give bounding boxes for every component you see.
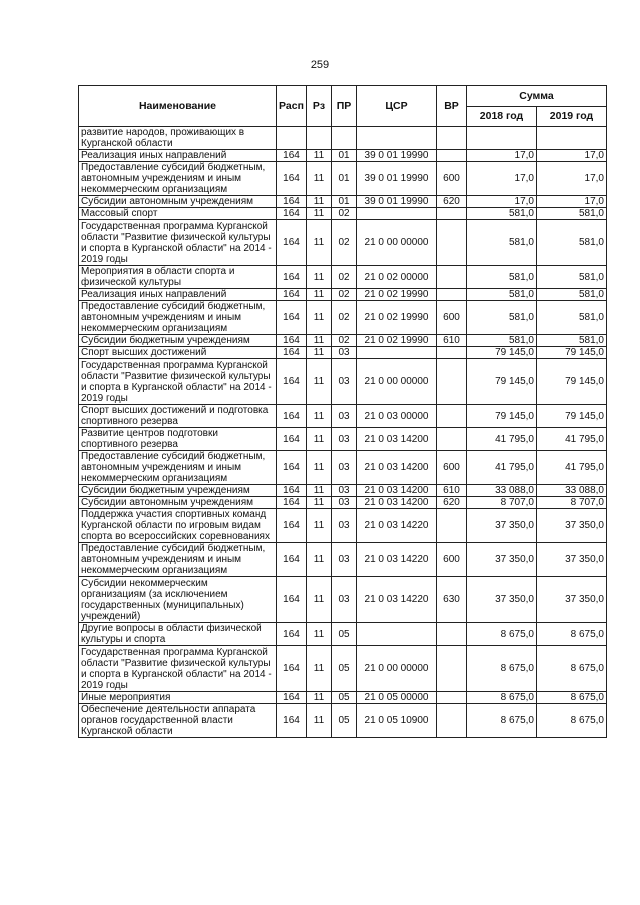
- row-csr: [357, 347, 437, 359]
- table-row: [79, 359, 607, 405]
- row-csr: 21 0 00 00000: [357, 220, 437, 266]
- header-name: Наименование: [79, 86, 277, 127]
- table-row: [79, 623, 607, 646]
- row-name: Предоставление субсидий бюджетным, автономным учреждениям и иным некоммерческим организациям: [79, 301, 277, 335]
- row-vr: [437, 150, 467, 162]
- row-name: Другие вопросы в области физической культуры и спорта: [79, 623, 277, 646]
- row-pr: 03: [332, 451, 357, 485]
- row-pr: 05: [332, 704, 357, 738]
- table-row: [79, 428, 607, 451]
- row-name: Развитие центров подготовки спортивного резерва: [79, 428, 277, 451]
- row-csr: 21 0 03 14220: [357, 543, 437, 577]
- row-name: Поддержка участия спортивных команд Курганской области по игровым видам спорта во всероссийских соревнованиях: [79, 509, 277, 543]
- row-rz: 11: [307, 162, 332, 196]
- table-row: [79, 646, 607, 692]
- row-pr: 05: [332, 692, 357, 704]
- row-rz: 11: [307, 497, 332, 509]
- row-name: Иные мероприятия: [79, 692, 277, 704]
- row-rasp: 164: [277, 509, 307, 543]
- row-rasp: 164: [277, 208, 307, 220]
- row-name: Государственная программа Курганской области "Развитие физической культуры и спорта в Курганской области" на 2014 - 2019 годы: [79, 220, 277, 266]
- table-row: [79, 208, 607, 220]
- row-sum-2018: 17,0: [467, 150, 537, 162]
- row-rasp: 164: [277, 301, 307, 335]
- row-vr: 600: [437, 543, 467, 577]
- row-sum-2018: 79 145,0: [467, 347, 537, 359]
- row-rasp: 164: [277, 577, 307, 623]
- row-pr: 03: [332, 485, 357, 497]
- row-sum-2018: 8 675,0: [467, 623, 537, 646]
- row-rasp: 164: [277, 266, 307, 289]
- table-row: [79, 220, 607, 266]
- table-row: [79, 405, 607, 428]
- row-rasp: 164: [277, 347, 307, 359]
- row-sum-2018: 17,0: [467, 162, 537, 196]
- row-sum-2019: 8 675,0: [537, 623, 607, 646]
- row-vr: [437, 208, 467, 220]
- row-name: Субсидии бюджетным учреждениям: [79, 335, 277, 347]
- row-sum-2018: 581,0: [467, 266, 537, 289]
- row-rz: 11: [307, 543, 332, 577]
- row-sum-2019: 17,0: [537, 150, 607, 162]
- row-pr: 01: [332, 196, 357, 208]
- table-row: [79, 266, 607, 289]
- row-rz: 11: [307, 623, 332, 646]
- row-pr: 03: [332, 577, 357, 623]
- row-sum-2019: 37 350,0: [537, 509, 607, 543]
- row-sum-2018: 41 795,0: [467, 451, 537, 485]
- row-pr: 02: [332, 289, 357, 301]
- row-sum-2018: 33 088,0: [467, 485, 537, 497]
- row-sum-2018: 37 350,0: [467, 509, 537, 543]
- row-sum-2018: 79 145,0: [467, 405, 537, 428]
- page-number: 259: [310, 59, 330, 71]
- row-name: Массовый спорт: [79, 208, 277, 220]
- table-row: [79, 497, 607, 509]
- row-name: Государственная программа Курганской области "Развитие физической культуры и спорта в Курганской области" на 2014 - 2019 годы: [79, 646, 277, 692]
- table-row: [79, 509, 607, 543]
- row-vr: 620: [437, 497, 467, 509]
- row-vr: [437, 509, 467, 543]
- row-rasp: 164: [277, 428, 307, 451]
- row-rasp: 164: [277, 220, 307, 266]
- table-row: [79, 485, 607, 497]
- row-csr: [357, 208, 437, 220]
- table-row: [79, 162, 607, 196]
- row-pr: 02: [332, 266, 357, 289]
- row-name: Государственная программа Курганской области "Развитие физической культуры и спорта в Курганской области" на 2014 - 2019 годы: [79, 359, 277, 405]
- row-vr: [437, 289, 467, 301]
- row-rasp: 164: [277, 692, 307, 704]
- row-rasp: 164: [277, 646, 307, 692]
- row-name: Реализация иных направлений: [79, 289, 277, 301]
- row-sum-2018: 581,0: [467, 220, 537, 266]
- table-row: [79, 196, 607, 208]
- header-rasp: Расп: [277, 86, 307, 127]
- header-rz: Рз: [307, 86, 332, 127]
- row-sum-2019: 581,0: [537, 289, 607, 301]
- row-rz: 11: [307, 359, 332, 405]
- row-name: Мероприятия в области спорта и физической культуры: [79, 266, 277, 289]
- row-rasp: [277, 127, 307, 150]
- header-sum: Сумма: [467, 86, 607, 107]
- row-vr: 600: [437, 162, 467, 196]
- table-row: [79, 301, 607, 335]
- row-pr: 02: [332, 335, 357, 347]
- row-name: Реализация иных направлений: [79, 150, 277, 162]
- row-sum-2018: 79 145,0: [467, 359, 537, 405]
- row-name: Субсидии автономным учреждениям: [79, 497, 277, 509]
- row-sum-2019: 33 088,0: [537, 485, 607, 497]
- row-csr: [357, 127, 437, 150]
- row-name: развитие народов, проживающих в Курганской области: [79, 127, 277, 150]
- row-sum-2018: 8 675,0: [467, 704, 537, 738]
- row-rz: 11: [307, 150, 332, 162]
- row-rz: 11: [307, 266, 332, 289]
- row-rz: 11: [307, 289, 332, 301]
- row-rz: 11: [307, 347, 332, 359]
- row-sum-2019: 581,0: [537, 301, 607, 335]
- row-csr: 21 0 05 00000: [357, 692, 437, 704]
- row-rz: 11: [307, 692, 332, 704]
- row-pr: 01: [332, 150, 357, 162]
- row-vr: [437, 623, 467, 646]
- row-csr: 21 0 02 19990: [357, 289, 437, 301]
- row-sum-2019: 581,0: [537, 335, 607, 347]
- table-row: [79, 543, 607, 577]
- row-rz: 11: [307, 704, 332, 738]
- row-pr: 05: [332, 623, 357, 646]
- header-csr: ЦСР: [357, 86, 437, 127]
- row-pr: 03: [332, 497, 357, 509]
- row-sum-2019: 8 707,0: [537, 497, 607, 509]
- row-name: Предоставление субсидий бюджетным, автономным учреждениям и иным некоммерческим организациям: [79, 162, 277, 196]
- table-row: [79, 150, 607, 162]
- row-name: Предоставление субсидий бюджетным, автономным учреждениям и иным некоммерческим организациям: [79, 543, 277, 577]
- row-pr: 02: [332, 220, 357, 266]
- row-csr: 21 0 03 00000: [357, 405, 437, 428]
- row-pr: 03: [332, 359, 357, 405]
- row-sum-2018: 37 350,0: [467, 543, 537, 577]
- row-rz: 11: [307, 646, 332, 692]
- table-row: [79, 335, 607, 347]
- row-vr: [437, 359, 467, 405]
- row-rasp: 164: [277, 150, 307, 162]
- row-sum-2019: 581,0: [537, 208, 607, 220]
- row-pr: 03: [332, 543, 357, 577]
- row-pr: 05: [332, 646, 357, 692]
- row-rz: [307, 127, 332, 150]
- row-pr: 03: [332, 428, 357, 451]
- row-sum-2019: 8 675,0: [537, 646, 607, 692]
- row-rasp: 164: [277, 451, 307, 485]
- row-sum-2019: [537, 127, 607, 150]
- row-sum-2019: 8 675,0: [537, 704, 607, 738]
- row-pr: 01: [332, 162, 357, 196]
- row-csr: 21 0 00 00000: [357, 646, 437, 692]
- table-row: [79, 127, 607, 150]
- row-csr: 21 0 03 14200: [357, 451, 437, 485]
- row-sum-2018: 17,0: [467, 196, 537, 208]
- row-rasp: 164: [277, 359, 307, 405]
- row-sum-2019: 581,0: [537, 266, 607, 289]
- table-row: [79, 289, 607, 301]
- row-vr: [437, 127, 467, 150]
- row-vr: 610: [437, 485, 467, 497]
- row-csr: 21 0 02 19990: [357, 335, 437, 347]
- row-vr: 600: [437, 451, 467, 485]
- row-vr: [437, 692, 467, 704]
- table-row: [79, 577, 607, 623]
- row-sum-2018: 581,0: [467, 208, 537, 220]
- row-sum-2018: 8 707,0: [467, 497, 537, 509]
- row-sum-2018: 581,0: [467, 301, 537, 335]
- row-rz: 11: [307, 196, 332, 208]
- row-vr: [437, 405, 467, 428]
- row-sum-2018: 8 675,0: [467, 692, 537, 704]
- table-row: [79, 704, 607, 738]
- row-pr: 02: [332, 301, 357, 335]
- row-name: Предоставление субсидий бюджетным, автономным учреждениям и иным некоммерческим организациям: [79, 451, 277, 485]
- row-rasp: 164: [277, 162, 307, 196]
- row-csr: 21 0 03 14220: [357, 509, 437, 543]
- row-vr: [437, 428, 467, 451]
- row-vr: 620: [437, 196, 467, 208]
- row-sum-2019: 41 795,0: [537, 428, 607, 451]
- row-vr: [437, 347, 467, 359]
- row-vr: [437, 220, 467, 266]
- row-sum-2019: 79 145,0: [537, 405, 607, 428]
- row-csr: 39 0 01 19990: [357, 196, 437, 208]
- row-rz: 11: [307, 220, 332, 266]
- row-vr: [437, 646, 467, 692]
- row-rz: 11: [307, 208, 332, 220]
- row-csr: 21 0 05 10900: [357, 704, 437, 738]
- row-rz: 11: [307, 451, 332, 485]
- row-rz: 11: [307, 405, 332, 428]
- row-sum-2019: 41 795,0: [537, 451, 607, 485]
- row-rasp: 164: [277, 289, 307, 301]
- row-name: Субсидии автономным учреждениям: [79, 196, 277, 208]
- row-sum-2019: 79 145,0: [537, 347, 607, 359]
- row-rasp: 164: [277, 335, 307, 347]
- row-sum-2019: 37 350,0: [537, 577, 607, 623]
- row-rz: 11: [307, 577, 332, 623]
- row-rz: 11: [307, 485, 332, 497]
- row-pr: 03: [332, 347, 357, 359]
- row-name: Обеспечение деятельности аппарата органов государственной власти Курганской области: [79, 704, 277, 738]
- row-vr: [437, 704, 467, 738]
- row-rasp: 164: [277, 196, 307, 208]
- row-sum-2018: [467, 127, 537, 150]
- header-pr: ПР: [332, 86, 357, 127]
- row-sum-2018: 581,0: [467, 335, 537, 347]
- row-csr: 21 0 02 19990: [357, 301, 437, 335]
- table-row: [79, 451, 607, 485]
- row-csr: [357, 623, 437, 646]
- row-rasp: 164: [277, 485, 307, 497]
- row-sum-2018: 8 675,0: [467, 646, 537, 692]
- row-sum-2018: 581,0: [467, 289, 537, 301]
- row-name: Спорт высших достижений: [79, 347, 277, 359]
- header-year-2018: 2018 год: [467, 107, 537, 127]
- header-year-2019: 2019 год: [537, 107, 607, 127]
- row-rasp: 164: [277, 497, 307, 509]
- row-rasp: 164: [277, 704, 307, 738]
- row-csr: 21 0 03 14200: [357, 485, 437, 497]
- row-rz: 11: [307, 301, 332, 335]
- row-csr: 21 0 03 14220: [357, 577, 437, 623]
- row-rasp: 164: [277, 405, 307, 428]
- row-pr: 02: [332, 208, 357, 220]
- row-sum-2019: 581,0: [537, 220, 607, 266]
- row-pr: 03: [332, 405, 357, 428]
- row-pr: 03: [332, 509, 357, 543]
- row-rasp: 164: [277, 543, 307, 577]
- row-vr: 630: [437, 577, 467, 623]
- row-sum-2018: 37 350,0: [467, 577, 537, 623]
- row-csr: 21 0 02 00000: [357, 266, 437, 289]
- header-vr: ВР: [437, 86, 467, 127]
- row-pr: [332, 127, 357, 150]
- row-sum-2019: 17,0: [537, 162, 607, 196]
- row-csr: 39 0 01 19990: [357, 162, 437, 196]
- row-rasp: 164: [277, 623, 307, 646]
- row-name: Субсидии некоммерческим организациям (за исключением государственных (муниципальных) учреждений): [79, 577, 277, 623]
- row-sum-2019: 17,0: [537, 196, 607, 208]
- row-csr: 39 0 01 19990: [357, 150, 437, 162]
- row-sum-2019: 79 145,0: [537, 359, 607, 405]
- row-sum-2019: 37 350,0: [537, 543, 607, 577]
- row-rz: 11: [307, 509, 332, 543]
- row-name: Спорт высших достижений и подготовка спортивного резерва: [79, 405, 277, 428]
- table-row: [79, 692, 607, 704]
- row-sum-2019: 8 675,0: [537, 692, 607, 704]
- budget-table: [78, 85, 607, 738]
- row-sum-2018: 41 795,0: [467, 428, 537, 451]
- row-csr: 21 0 03 14200: [357, 428, 437, 451]
- row-name: Субсидии бюджетным учреждениям: [79, 485, 277, 497]
- row-vr: [437, 266, 467, 289]
- table-row: [79, 347, 607, 359]
- row-csr: 21 0 00 00000: [357, 359, 437, 405]
- row-rz: 11: [307, 428, 332, 451]
- row-rz: 11: [307, 335, 332, 347]
- row-vr: 600: [437, 301, 467, 335]
- row-csr: 21 0 03 14200: [357, 497, 437, 509]
- row-vr: 610: [437, 335, 467, 347]
